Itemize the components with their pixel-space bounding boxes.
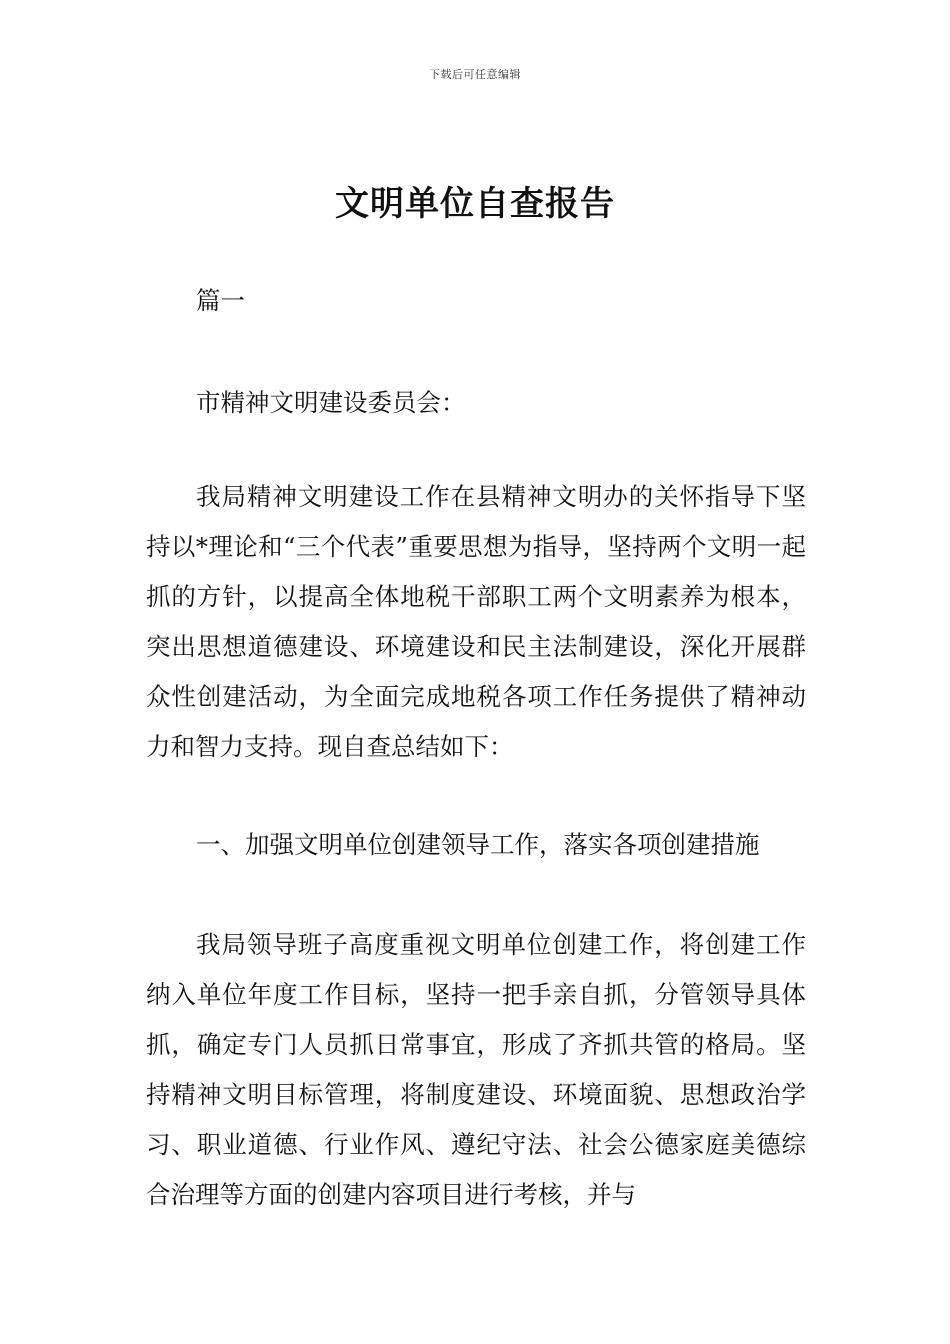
section-label: 篇一 — [196, 286, 245, 315]
section-heading-1: 一、加强文明单位创建领导工作，落实各项创建措施 — [196, 830, 760, 859]
document-title: 文明单位自查报告 — [335, 184, 615, 224]
paragraph-2: 我局领导班子高度重视文明单位创建工作，将创建工作纳入单位年度工作目标，坚持一把手亲自抓，分管领导具体抓，确定专门人员抓日常事宜，形成了齐抓共管的格局。坚持精神文明目标管理，将制度建设、环境面貌、思想政治学习、职业道德、行业作风、遵纪守法、社会公德家庭美德综合治理等方面的创建内容项目进行考核，并与 — [146, 930, 806, 1209]
paragraph-1: 我局精神文明建设工作在县精神文明办的关怀指导下坚持以*理论和“三个代表”重要思想为指导，坚持两个文明一起抓的方针，以提高全体地税干部职工两个文明素养为根本，突出思想道德建设、环境建设和民主法制建设，深化开展群众性创建活动，为全面完成地税各项工作任务提供了精神动力和智力支持。现自查总结如下： — [146, 482, 806, 761]
header-note: 下载后可任意编辑 — [429, 68, 521, 81]
salutation: 市精神文明建设委员会： — [196, 388, 466, 417]
